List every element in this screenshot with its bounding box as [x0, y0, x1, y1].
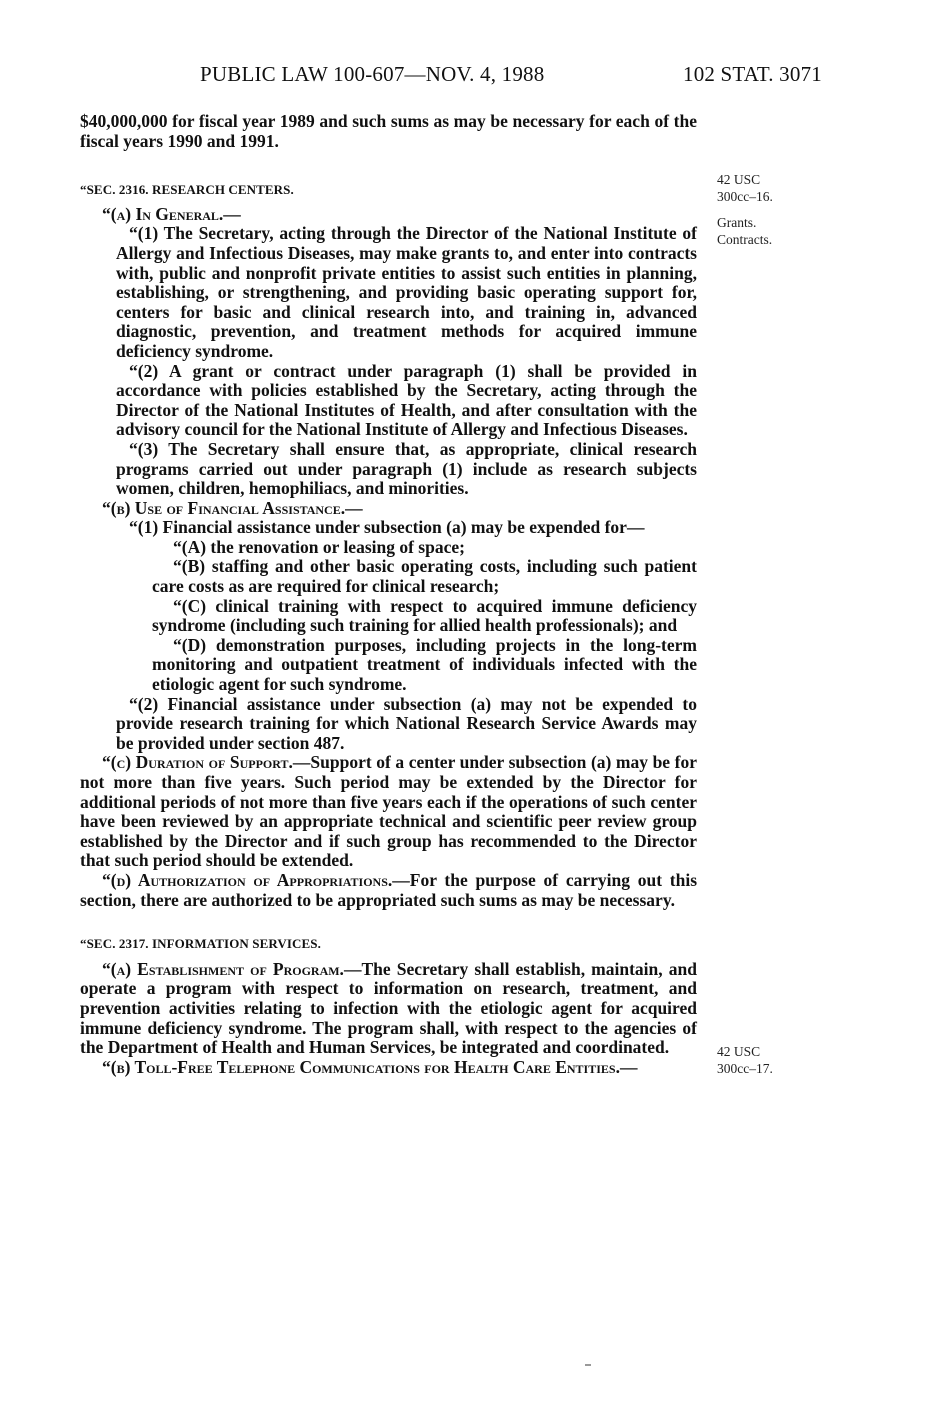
- running-head-stat-page: 102 STAT. 3071: [683, 62, 822, 86]
- scan-speck: [585, 1364, 591, 1366]
- margin-note-line: 300cc–16.: [717, 189, 773, 204]
- section-2317-subsection-a: [80, 960, 697, 1058]
- margin-note-topics: [717, 214, 772, 248]
- margin-note-line: Contracts.: [717, 232, 773, 247]
- section-2317-subsection-a-text: —The Secretary shall establish, maintain, and operate a program with respect to information on research, treatment, and prevention activities relating to infection with the etiologic agent for acquired immune deficiency syndrome. The program shall, with respect to the agencies of the Department of Health and Human Services, be integrated and coordinated.: [80, 958, 697, 1058]
- paragraph-a2: “(2) A grant or contract under paragraph (1) shall be provided in accordance with policies established by the Secretary, acting through the Director of the National Institutes of Health, and after consultation with the advisory council for the National Institute of Allergy and Infectious Diseases.: [116, 360, 697, 440]
- paragraph-b1: “(1) Financial assistance under subsection (a) may be expended for—: [129, 517, 645, 538]
- subsection-d-text: —For the purpose of carrying out this section, there are authorized to be appropriated such sums as may be necessary.: [80, 869, 698, 910]
- clause-b1d: “(D) demonstration purposes, including projects in the long-term monitoring and outpatient treatment of individuals infected with the etiologic agent for such syndrome.: [152, 634, 697, 695]
- subsection-d-heading: “(d) Authorization of Appropriations.: [102, 869, 393, 890]
- subsection-c-heading: “(c) Duration of Support.: [102, 752, 293, 773]
- subsection-b-heading: [80, 499, 697, 519]
- clause-b1a: “(A) the renovation or leasing of space;: [173, 536, 465, 557]
- subsection-b-heading-text: “(b) Use of Financial Assistance.—: [102, 497, 363, 518]
- subsection-c-text: —Support of a center under subsection (a) may be for not more than five years. Such period may be extended by the Director for additional periods of not more than five years each if the operations of such center have been reviewed by an appropriate technical and scientific peer review group established by the Director and if such group has recommended to the Director that such period should be extended.: [80, 752, 697, 871]
- paragraph-a1: “(1) The Secretary, acting through the Director of the National Institute of Allergy and Infectious Diseases, may make grants to, and enter into contracts with, public and nonprofit private entities to assist such entities in planning, establishing, or strengthening, and providing basic operating support for, centers for basic and clinical research into, and training in, advanced diagnostic, prevention, and treatment methods for acquired immune deficiency syndrome.: [116, 223, 697, 361]
- subsection-a-heading-text: “(a) In General.—: [102, 203, 241, 224]
- section-2316-heading: “SEC. 2316. RESEARCH CENTERS.: [80, 182, 294, 198]
- clause-b1c: “(C) clinical training with respect to acquired immune deficiency syndrome (including such training for allied health professionals); and: [152, 595, 697, 636]
- section-2317-subsection-a-heading: “(a) Establishment of Program.: [102, 958, 344, 979]
- subsection-a-heading: [80, 205, 697, 225]
- margin-note-line: 42 USC: [717, 172, 761, 187]
- section-2317-subsection-b-heading: [80, 1058, 697, 1078]
- subsection-d: [80, 871, 697, 910]
- continued-paragraph: $40,000,000 for fiscal year 1989 and such sums as may be necessary for each of the fiscal years 1990 and 1991.: [80, 111, 697, 151]
- running-head-public-law: PUBLIC LAW 100-607—NOV. 4, 1988: [200, 62, 545, 86]
- margin-note-usc-2317: [717, 1043, 773, 1077]
- clause-b1b: “(B) staffing and other basic operating costs, including such patient care costs as are required for clinical research;: [152, 556, 697, 597]
- margin-note-line: Grants.: [717, 215, 757, 230]
- paragraph-b2: “(2) Financial assistance under subsection (a) may not be expended to provide research training for which National Research Service Awards may be provided under section 487.: [116, 693, 697, 753]
- paragraph-a3: “(3) The Secretary shall ensure that, as appropriate, clinical research programs carried out under paragraph (1) include as research subjects women, children, hemophiliacs, and minorities.: [116, 438, 697, 499]
- subsection-c: [80, 753, 697, 871]
- margin-note-line: 42 USC: [717, 1044, 761, 1059]
- statute-text: [80, 112, 697, 1077]
- margin-note-usc-2316: [717, 171, 773, 205]
- section-2317-subsection-b-heading-text: “(b) Toll-Free Telephone Communications for Health Care Entities.—: [102, 1056, 638, 1077]
- section-2317-heading: “SEC. 2317. INFORMATION SERVICES.: [80, 936, 321, 952]
- margin-note-line: 300cc–17.: [717, 1061, 773, 1076]
